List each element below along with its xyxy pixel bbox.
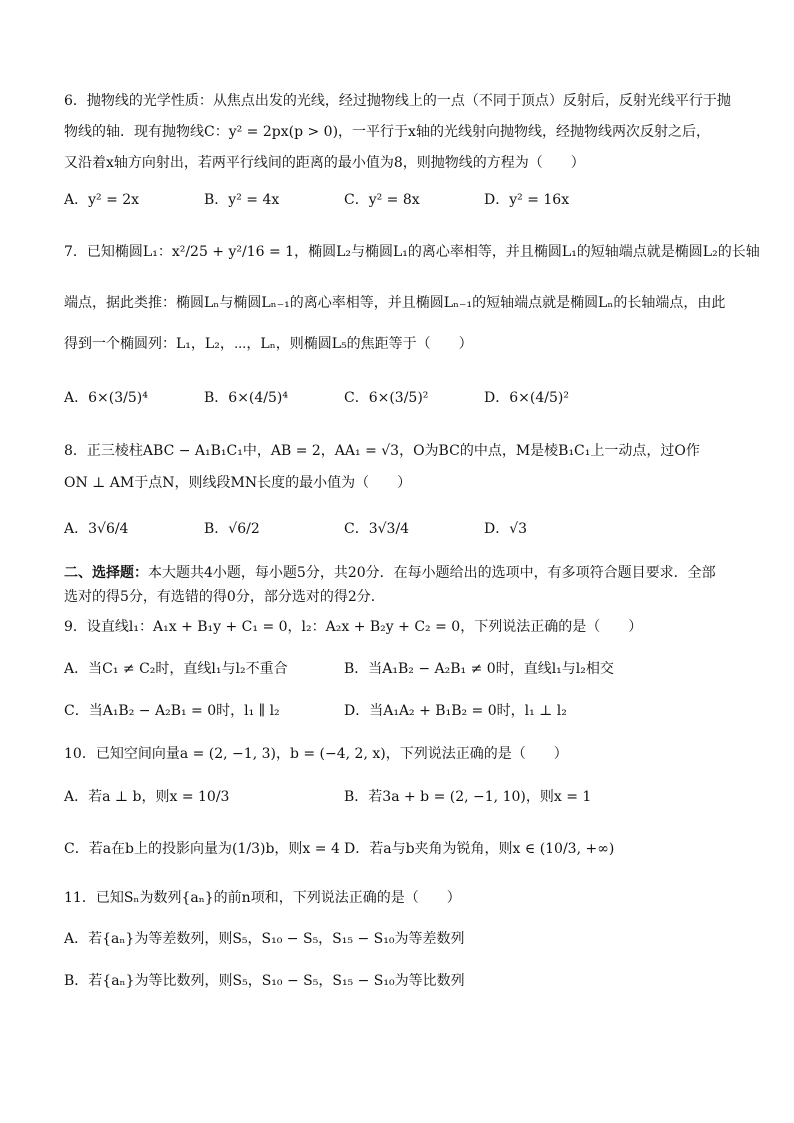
q7-option-c: C．6×(3/5)² [344, 390, 429, 406]
q9-option-c: C．当A₁B₂ − A₂B₁ = 0时，l₁ ∥ l₂ [64, 703, 280, 719]
q9-option-b: B．当A₁B₂ − A₂B₁ ≠ 0时，直线l₁与l₂相交 [344, 661, 614, 677]
q9-option-a: A．当C₁ ≠ C₂时，直线l₁与l₂不重合 [64, 661, 288, 677]
section-2-instructions: 本大题共4小题，每小题5分，共20分．在每小题给出的选项中，有多项符合题目要求．全部 [148, 565, 716, 581]
q7-option-b: B．6×(4/5)⁴ [204, 390, 288, 406]
q7-line-1: 7．已知椭圆L₁：x²/25 + y²/16 = 1，椭圆L₂与椭圆L₁的离心率相等，并且椭圆L₁的短轴端点就是椭圆L₂的长轴 [64, 244, 760, 260]
q6-option-a: A．y² = 2x [64, 192, 140, 208]
q6-line-3: 又沿着x轴方向射出，若两平行线间的距离的最小值为8，则抛物线的方程为（ ） [64, 155, 585, 171]
section-2-line-2: 选对的得5分，有选错的得0分，部分选对的得2分． [64, 589, 385, 605]
q8-option-d: D．√3 [484, 521, 528, 537]
q6-option-c: C．y² = 8x [344, 192, 420, 208]
q8-option-a: A．3√6/4 [64, 521, 129, 537]
q7-line-3: 得到一个椭圆列：L₁，L₂，⋯，Lₙ，则椭圆L₅的焦距等于（ ） [64, 336, 473, 352]
q11-line-1: 11．已知Sₙ为数列{aₙ}的前n项和，下列说法正确的是（ ） [64, 890, 461, 906]
q7-option-d: D．6×(4/5)² [484, 390, 569, 406]
q8-option-b: B．√6/2 [204, 521, 260, 537]
q10-option-d: D．若a与b夹角为锐角，则x ∈ (10/3, +∞) [344, 841, 615, 857]
q8-line-1: 8．正三棱柱ABC − A₁B₁C₁中，AB = 2，AA₁ = √3，O为BC的中点，M是棱B₁C₁上一动点，过O作 [64, 443, 700, 459]
q6-option-d: D．y² = 16x [484, 192, 570, 208]
section-2-title: 二、选择题： [64, 565, 148, 581]
q10-option-b: B．若3a + b = (2, −1, 10)，则x = 1 [344, 789, 592, 805]
q9-option-d: D．当A₁A₂ + B₁B₂ = 0时，l₁ ⊥ l₂ [344, 703, 567, 719]
q8-option-c: C．3√3/4 [344, 521, 410, 537]
q11-option-b: B．若{aₙ}为等比数列，则S₅，S₁₀ − S₅，S₁₅ − S₁₀为等比数列 [64, 973, 465, 989]
q6-option-b: B．y² = 4x [204, 192, 280, 208]
q6-line-1: 6．抛物线的光学性质：从焦点出发的光线，经过抛物线上的一点（不同于顶点）反射后，反射光线平行于抛 [64, 93, 731, 109]
q6-line-2: 物线的轴．现有抛物线C：y² = 2px(p > 0)，一平行于x轴的光线射向抛物线，经抛物线两次反射之后， [64, 124, 710, 140]
q10-option-c: C．若a在b上的投影向量为(1/3)b，则x = 4 [64, 841, 340, 857]
q10-option-a: A．若a ⊥ b，则x = 10/3 [64, 789, 230, 805]
q8-line-2: ON ⊥ AM于点N，则线段MN长度的最小值为（ ） [64, 475, 412, 491]
q9-line-1: 9．设直线l₁：A₁x + B₁y + C₁ = 0，l₂：A₂x + B₂y + C₂ = 0，下列说法正确的是（ ） [64, 619, 643, 635]
q11-option-a: A．若{aₙ}为等差数列，则S₅，S₁₀ − S₅，S₁₅ − S₁₀为等差数列 [64, 931, 465, 947]
q10-line-1: 10．已知空间向量a = (2, −1, 3)，b = (−4, 2, x)，下列说法正确的是（ ） [64, 746, 568, 762]
section-2-line-1 [64, 562, 744, 584]
q7-option-a: A．6×(3/5)⁴ [64, 390, 148, 406]
q7-line-2: 端点，据此类推：椭圆Lₙ与椭圆Lₙ₋₁的离心率相等，并且椭圆Lₙ₋₁的短轴端点就是椭圆Lₙ的长轴端点，由此 [64, 295, 726, 311]
